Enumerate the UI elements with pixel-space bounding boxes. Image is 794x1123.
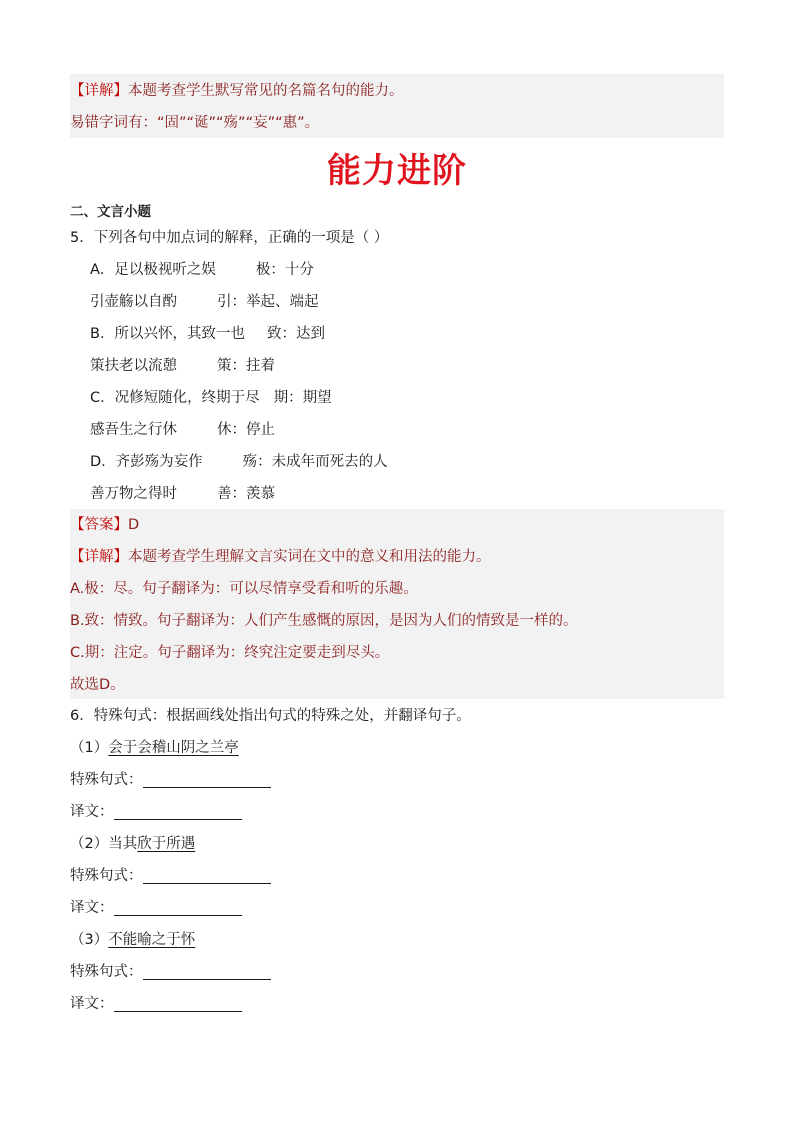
- option-gloss: 休：停止: [217, 422, 275, 438]
- item-prefix: 当其: [108, 836, 138, 852]
- option-sentence: 引壶觞以自酌: [90, 294, 177, 310]
- answer-blank[interactable]: [143, 961, 271, 980]
- q5-option-row: [90, 382, 332, 414]
- option-gloss: 期：期望: [273, 390, 332, 406]
- underlined-phrase: 欣于所遇: [137, 836, 196, 852]
- option-sentence: 善万物之得时: [90, 486, 177, 502]
- explain-c: C.期：注定。句子翻译为：终究注定要走到尽头。: [70, 645, 390, 661]
- q6-item: [70, 828, 195, 860]
- translation-answer-row: [70, 796, 242, 828]
- answer-value: D: [128, 517, 140, 533]
- top-detail-line: [70, 75, 404, 107]
- form-answer-row: [70, 956, 271, 988]
- option-sentence: 策扶老以流憩: [90, 358, 177, 374]
- banner-title: 能力进阶: [327, 151, 467, 191]
- answer-blank[interactable]: [143, 865, 271, 884]
- answer-line: [70, 509, 139, 541]
- form-answer-row: [70, 764, 271, 796]
- option-gloss: 善：羡慕: [217, 486, 275, 502]
- q5-option-row: [90, 414, 275, 446]
- underlined-phrase: 会于会稽山阴之兰亭: [108, 740, 239, 756]
- q6-item: [70, 924, 195, 956]
- answer-blank[interactable]: [114, 801, 242, 820]
- option-sentence: 感吾生之行休: [90, 422, 177, 438]
- q5-option-row: [90, 286, 319, 318]
- underlined-phrase: 不能喻之于怀: [108, 932, 196, 948]
- q5-detail-line: [70, 541, 491, 573]
- error-words-line: 易错字词有：“固”“诞”“殇”“妄”“惠”。: [70, 115, 320, 131]
- translation-label: 译文：: [70, 804, 114, 820]
- detail-tag: 【详解】: [70, 83, 128, 99]
- option-sentence: A．足以极视听之娱: [90, 262, 216, 278]
- conclusion: 故选D。: [70, 677, 125, 693]
- option-gloss: 殇：未成年而死去的人: [242, 454, 388, 470]
- translation-label: 译文：: [70, 900, 114, 916]
- section-heading: 二、文言小题: [70, 204, 151, 220]
- explain-a: A.极：尽。句子翻译为：可以尽情享受看和听的乐趣。: [70, 581, 418, 597]
- translation-answer-row: [70, 988, 242, 1020]
- item-number: （1）: [70, 740, 109, 756]
- answer-blank[interactable]: [143, 769, 271, 788]
- q5-option-row: [90, 318, 325, 350]
- q6-item: [70, 732, 239, 764]
- item-number: （3）: [70, 932, 109, 948]
- explain-b: B.致：情致。句子翻译为：人们产生感慨的原因，是因为人们的情致是一样的。: [70, 613, 578, 629]
- form-label: 特殊句式：: [70, 964, 143, 980]
- form-label: 特殊句式：: [70, 772, 143, 788]
- option-gloss: 策：拄着: [217, 358, 275, 374]
- form-answer-row: [70, 860, 271, 892]
- option-sentence: C．况修短随化，终期于尽: [90, 390, 260, 406]
- q6-stem: 6．特殊句式：根据画线处指出句式的特殊之处，并翻译句子。: [70, 708, 471, 724]
- q5-option-row: [90, 254, 314, 286]
- option-gloss: 引：举起、端起: [217, 294, 319, 310]
- detail-text: 本题考查学生理解文言实词在文中的意义和用法的能力。: [128, 549, 491, 565]
- detail-text: 本题考查学生默写常见的名篇名句的能力。: [128, 83, 404, 99]
- answer-blank[interactable]: [114, 993, 242, 1012]
- translation-answer-row: [70, 892, 242, 924]
- q5-stem: 5．下列各句中加点词的解释，正确的一项是（ ）: [70, 230, 389, 246]
- option-gloss: 极：十分: [255, 262, 314, 278]
- option-sentence: D．齐彭殇为妄作: [90, 454, 203, 470]
- answer-tag: 【答案】: [70, 517, 128, 533]
- q5-option-row: [90, 478, 275, 510]
- option-sentence: B．所以兴怀，其致一也: [90, 326, 245, 342]
- answer-blank[interactable]: [114, 897, 242, 916]
- translation-label: 译文：: [70, 996, 114, 1012]
- item-number: （2）: [70, 836, 109, 852]
- form-label: 特殊句式：: [70, 868, 143, 884]
- option-gloss: 致：达到: [266, 326, 325, 342]
- q5-option-row: [90, 446, 388, 478]
- q5-option-row: [90, 350, 275, 382]
- detail-tag: 【详解】: [70, 549, 128, 565]
